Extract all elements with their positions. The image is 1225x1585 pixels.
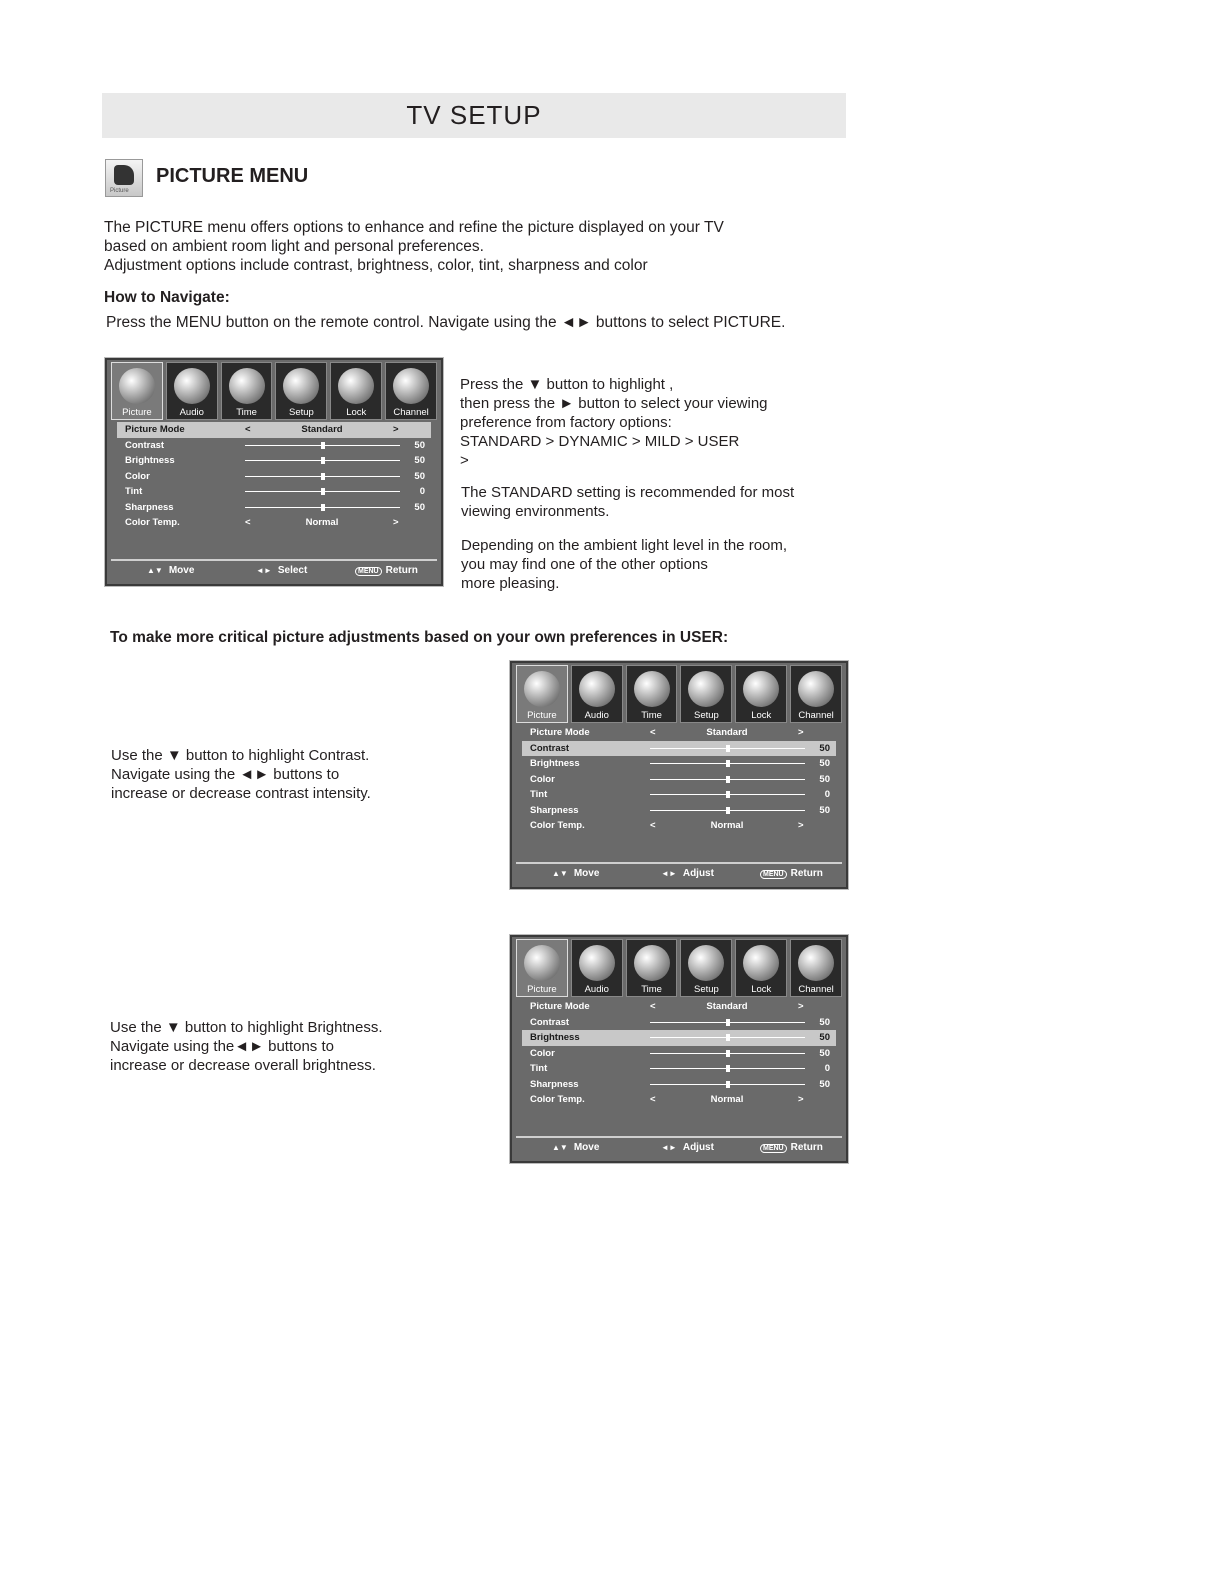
slider-track <box>650 1068 805 1069</box>
menu-key-icon: MENU <box>760 870 787 879</box>
row-value: Standard <box>706 1001 748 1012</box>
row-label: Brightness <box>530 1032 580 1043</box>
menu-row <box>117 484 431 500</box>
row-label: Tint <box>530 1063 548 1074</box>
row-value: 50 <box>819 773 830 785</box>
tab-picture <box>516 665 568 723</box>
footer-move-label: Move <box>573 1142 600 1153</box>
slider-thumb <box>726 760 730 767</box>
tab-label: Time <box>236 407 257 418</box>
menu-tab-bar <box>516 939 842 997</box>
section-title: PICTURE MENU <box>156 165 309 187</box>
row-label: Brightness <box>530 758 580 769</box>
row-label: Sharpness <box>530 804 579 816</box>
move-key-icon: ▲▼ <box>147 566 163 575</box>
footer-move <box>552 1142 599 1153</box>
menu-tab-bar <box>111 362 437 420</box>
row-value: 50 <box>414 501 425 513</box>
row-value: 50 <box>414 470 425 482</box>
tab-label: Audio <box>179 407 204 418</box>
slider-thumb <box>726 1081 730 1088</box>
menu-tab-bar <box>516 665 842 723</box>
row-value: Standard <box>301 424 343 435</box>
tab-label: Lock <box>751 984 772 995</box>
menu-row <box>522 1015 836 1031</box>
tab-label: Audio <box>584 984 609 995</box>
slider-thumb <box>321 488 325 495</box>
audio-icon <box>579 671 615 707</box>
tab-lock <box>330 362 382 420</box>
mode-instructions <box>460 375 768 470</box>
slider-thumb <box>321 457 325 464</box>
ambient-line: Depending on the ambient light level in the room, <box>461 537 788 554</box>
row-value: 50 <box>819 804 830 816</box>
menu-row <box>522 772 836 788</box>
nav-text: Press the MENU button on the remote control. Navigate using the ◄► buttons to select PICTURE. <box>106 314 786 331</box>
right-arrow: > <box>798 820 804 831</box>
standard-line: The STANDARD setting is recommended for most <box>461 484 795 501</box>
slider-thumb <box>321 504 325 511</box>
row-value: Normal <box>305 517 339 528</box>
menu-row <box>522 756 836 772</box>
menu-row <box>522 818 836 834</box>
footer-move <box>552 868 599 879</box>
tab-channel <box>790 939 842 997</box>
footer-return <box>760 868 823 879</box>
row-label: Tint <box>530 789 548 800</box>
tab-label: Picture <box>527 710 557 721</box>
slider-track <box>650 794 805 795</box>
menu-list <box>522 725 836 834</box>
footer-select-label: Select <box>277 565 308 576</box>
menu-row <box>117 500 431 516</box>
row-label: Sharpness <box>125 501 174 513</box>
row-label: Brightness <box>125 455 175 466</box>
lock-icon <box>338 368 374 404</box>
row-label: Contrast <box>530 742 570 754</box>
tab-channel <box>790 665 842 723</box>
tab-channel <box>385 362 437 420</box>
tv-menu-screenshot <box>510 661 848 889</box>
slider-track <box>245 476 400 477</box>
select-key-icon: ◄► <box>661 869 677 878</box>
nav-heading: How to Navigate: <box>104 289 230 306</box>
row-value: 50 <box>819 1047 830 1059</box>
slider-thumb <box>726 1065 730 1072</box>
row-value: 50 <box>819 742 830 754</box>
time-icon <box>634 945 670 981</box>
tab-time <box>626 665 678 723</box>
row-label: Color <box>125 470 150 482</box>
slider-thumb <box>726 791 730 798</box>
row-label: Picture Mode <box>125 424 185 435</box>
slider-thumb <box>726 1019 730 1026</box>
right-arrow: > <box>393 517 399 528</box>
ambient-note <box>461 536 787 593</box>
slider-thumb <box>726 807 730 814</box>
menu-row <box>522 741 836 757</box>
footer-move-label: Move <box>573 868 600 879</box>
tab-label: Picture <box>122 407 152 418</box>
setup-icon <box>283 368 319 404</box>
row-value: Normal <box>710 820 744 831</box>
slider-thumb <box>726 1034 730 1041</box>
left-arrow: < <box>245 517 251 528</box>
menu-footer <box>516 862 842 884</box>
intro-line: Adjustment options include contrast, brightness, color, tint, sharpness and color <box>104 257 648 274</box>
row-value: 50 <box>819 758 830 769</box>
camera-icon <box>114 165 134 185</box>
slider-thumb <box>321 473 325 480</box>
tab-label: Channel <box>393 407 429 418</box>
mode-line: Press the ▼ button to highlight , <box>460 376 674 393</box>
menu-row <box>117 422 431 438</box>
row-label: Tint <box>125 486 143 497</box>
right-arrow: > <box>393 424 399 435</box>
slider-track <box>245 460 400 461</box>
right-arrow: > <box>798 1001 804 1012</box>
channel-icon <box>798 945 834 981</box>
slider-track <box>650 779 805 780</box>
tab-lock <box>735 939 787 997</box>
tab-label: Lock <box>346 407 367 418</box>
brightness-line: Navigate using the◄► buttons to <box>110 1038 334 1055</box>
tab-label: Channel <box>798 984 834 995</box>
tab-label: Time <box>641 710 662 721</box>
contrast-instructions <box>111 746 371 803</box>
tab-setup <box>680 665 732 723</box>
standard-note <box>461 483 794 521</box>
row-value: Standard <box>706 727 748 738</box>
row-label: Color <box>530 773 555 785</box>
brightness-line: increase or decrease overall brightness. <box>110 1057 376 1074</box>
channel-icon <box>798 671 834 707</box>
mode-line: > <box>460 452 469 469</box>
right-arrow: > <box>798 727 804 738</box>
tab-label: Picture <box>527 984 557 995</box>
icon-caption: Picture <box>110 188 129 194</box>
footer-select-label: Adjust <box>682 868 714 879</box>
picture-menu-icon <box>105 159 143 197</box>
row-value: 0 <box>824 789 830 800</box>
right-arrow: > <box>798 1094 804 1105</box>
footer-select <box>661 868 714 879</box>
user-heading: To make more critical picture adjustments based on your own preferences in USER: <box>110 629 729 646</box>
mode-line: STANDARD > DYNAMIC > MILD > USER <box>460 433 740 450</box>
row-value: 50 <box>819 1078 830 1090</box>
footer-return-label: Return <box>790 868 823 879</box>
slider-thumb <box>726 745 730 752</box>
audio-icon <box>579 945 615 981</box>
menu-row <box>522 787 836 803</box>
row-label: Color Temp. <box>530 820 585 831</box>
menu-row <box>522 1061 836 1077</box>
picture-icon <box>524 945 560 981</box>
tab-picture <box>516 939 568 997</box>
row-label: Color <box>530 1047 555 1059</box>
menu-key-icon: MENU <box>355 567 382 576</box>
lock-icon <box>743 945 779 981</box>
menu-footer <box>516 1136 842 1158</box>
contrast-line: increase or decrease contrast intensity. <box>111 785 371 802</box>
menu-row <box>117 438 431 454</box>
row-value: Normal <box>710 1094 744 1105</box>
mode-line: then press the ► button to select your viewing <box>460 395 768 412</box>
tab-label: Setup <box>693 984 719 995</box>
row-value: 50 <box>819 1016 830 1028</box>
tab-label: Lock <box>751 710 772 721</box>
footer-return-label: Return <box>385 565 418 576</box>
tab-audio <box>571 939 623 997</box>
tab-picture <box>111 362 163 420</box>
left-arrow: < <box>650 1094 656 1105</box>
slider-track <box>245 507 400 508</box>
tab-setup <box>275 362 327 420</box>
menu-row <box>522 1046 836 1062</box>
intro-text <box>104 218 724 275</box>
menu-row <box>117 515 431 531</box>
row-value: 50 <box>414 439 425 451</box>
tab-label: Channel <box>798 710 834 721</box>
time-icon <box>634 671 670 707</box>
left-arrow: < <box>245 424 251 435</box>
page-header: TV SETUP <box>102 93 846 138</box>
footer-return <box>355 565 418 576</box>
footer-return <box>760 1142 823 1153</box>
left-arrow: < <box>650 1001 656 1012</box>
row-label: Picture Mode <box>530 1001 590 1012</box>
tab-time <box>626 939 678 997</box>
channel-icon <box>393 368 429 404</box>
row-value: 50 <box>819 1032 830 1043</box>
footer-move <box>147 565 194 576</box>
move-key-icon: ▲▼ <box>552 1143 568 1152</box>
footer-move-label: Move <box>168 565 195 576</box>
picture-icon <box>119 368 155 404</box>
slider-thumb <box>726 776 730 783</box>
row-label: Color Temp. <box>125 517 180 528</box>
slider-thumb <box>726 1050 730 1057</box>
slider-thumb <box>321 442 325 449</box>
tab-label: Setup <box>288 407 314 418</box>
slider-track <box>650 1037 805 1038</box>
contrast-line: Navigate using the ◄► buttons to <box>111 766 340 783</box>
tv-menu-screenshot <box>510 935 848 1163</box>
slider-track <box>245 491 400 492</box>
row-label: Contrast <box>125 439 165 451</box>
slider-track <box>650 1053 805 1054</box>
slider-track <box>245 445 400 446</box>
tab-label: Time <box>641 984 662 995</box>
tab-lock <box>735 665 787 723</box>
slider-track <box>650 1022 805 1023</box>
move-key-icon: ▲▼ <box>552 869 568 878</box>
tab-time <box>221 362 273 420</box>
menu-row <box>522 1092 836 1108</box>
ambient-line: you may find one of the other options <box>461 556 708 573</box>
slider-track <box>650 748 805 749</box>
slider-track <box>650 763 805 764</box>
slider-track <box>650 810 805 811</box>
menu-footer <box>111 559 437 581</box>
tab-label: Audio <box>584 710 609 721</box>
tab-audio <box>166 362 218 420</box>
brightness-instructions <box>110 1018 383 1075</box>
audio-icon <box>174 368 210 404</box>
select-key-icon: ◄► <box>661 1143 677 1152</box>
standard-line: viewing environments. <box>461 503 610 520</box>
row-value: 50 <box>414 455 425 466</box>
intro-line: based on ambient room light and personal preferences. <box>104 238 484 255</box>
menu-list <box>522 999 836 1108</box>
intro-line: The PICTURE menu offers options to enhance and refine the picture displayed on your TV <box>104 219 724 236</box>
menu-key-icon: MENU <box>760 1144 787 1153</box>
left-arrow: < <box>650 820 656 831</box>
footer-select-label: Adjust <box>682 1142 714 1153</box>
mode-line: preference from factory options: <box>460 414 672 431</box>
row-value: 0 <box>824 1063 830 1074</box>
time-icon <box>229 368 265 404</box>
menu-row <box>117 469 431 485</box>
setup-icon <box>688 945 724 981</box>
contrast-line: Use the ▼ button to highlight Contrast. <box>111 747 370 764</box>
footer-return-label: Return <box>790 1142 823 1153</box>
select-key-icon: ◄► <box>256 566 272 575</box>
footer-select <box>661 1142 714 1153</box>
row-label: Contrast <box>530 1016 570 1028</box>
ambient-line: more pleasing. <box>461 575 560 592</box>
row-label: Picture Mode <box>530 727 590 738</box>
menu-row <box>522 1030 836 1046</box>
tab-audio <box>571 665 623 723</box>
menu-row <box>522 725 836 741</box>
tab-label: Setup <box>693 710 719 721</box>
menu-row <box>522 803 836 819</box>
row-value: 0 <box>419 486 425 497</box>
row-label: Sharpness <box>530 1078 579 1090</box>
lock-icon <box>743 671 779 707</box>
menu-row <box>522 999 836 1015</box>
brightness-line: Use the ▼ button to highlight Brightness. <box>110 1019 383 1036</box>
menu-list <box>117 422 431 531</box>
tab-setup <box>680 939 732 997</box>
tv-menu-screenshot <box>105 358 443 586</box>
slider-track <box>650 1084 805 1085</box>
footer-select <box>256 565 307 576</box>
row-label: Color Temp. <box>530 1094 585 1105</box>
picture-icon <box>524 671 560 707</box>
setup-icon <box>688 671 724 707</box>
left-arrow: < <box>650 727 656 738</box>
menu-row <box>117 453 431 469</box>
menu-row <box>522 1077 836 1093</box>
